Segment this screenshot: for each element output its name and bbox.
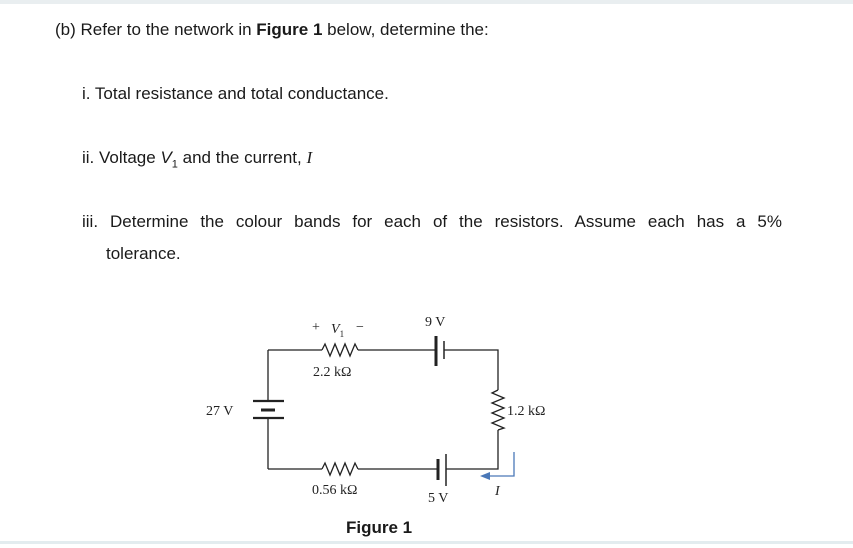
battery-27v — [253, 401, 284, 418]
current-arrow — [480, 452, 514, 480]
source-left-label: 27 V — [206, 404, 234, 419]
source-bottom-label: 5 V — [428, 491, 449, 506]
v1-label: $V_1$ — [331, 322, 345, 339]
r1-label: 2.2 kΩ — [313, 365, 352, 380]
part-label: (b) — [55, 20, 76, 39]
circuit-wires — [268, 350, 498, 469]
battery-5v — [438, 454, 446, 486]
v1-minus-sign: − — [356, 320, 364, 335]
source-top-label: 9 V — [425, 315, 446, 330]
v1-plus-sign: + — [312, 320, 320, 335]
figure-reference: Figure 1 — [256, 20, 323, 39]
figure-caption: Figure 1 — [346, 518, 413, 537]
item-ii-text-before: ii. Voltage — [82, 148, 161, 167]
resistor-0-56k — [322, 463, 358, 475]
bottom-divider — [0, 541, 853, 544]
heading-text-before: Refer to the network in — [80, 20, 257, 39]
item-ii-current: I — [306, 148, 313, 167]
current-label: I — [495, 484, 500, 499]
wire-top-right — [444, 350, 498, 390]
resistor-2-2k — [322, 344, 358, 356]
resistor-1-2k — [492, 390, 504, 430]
item-ii-variable: V — [160, 148, 172, 167]
wire-right-lower — [446, 430, 498, 469]
r3-label: 0.56 kΩ — [312, 483, 358, 498]
r2-label: 1.2 kΩ — [507, 404, 546, 419]
question-item-iii: iii. Determine the colour bands for each of the resistors. Assume each has a 5% — [82, 212, 782, 231]
heading-text-after: below, determine the: — [322, 20, 489, 39]
question-item-i: i. Total resistance and total conductance. — [82, 84, 389, 103]
question-item-iii-continued: tolerance. — [106, 244, 181, 263]
item-ii-text-mid: and the current, — [177, 148, 307, 167]
item-ii-subscript: 1 — [171, 158, 178, 171]
battery-9v — [436, 336, 444, 366]
